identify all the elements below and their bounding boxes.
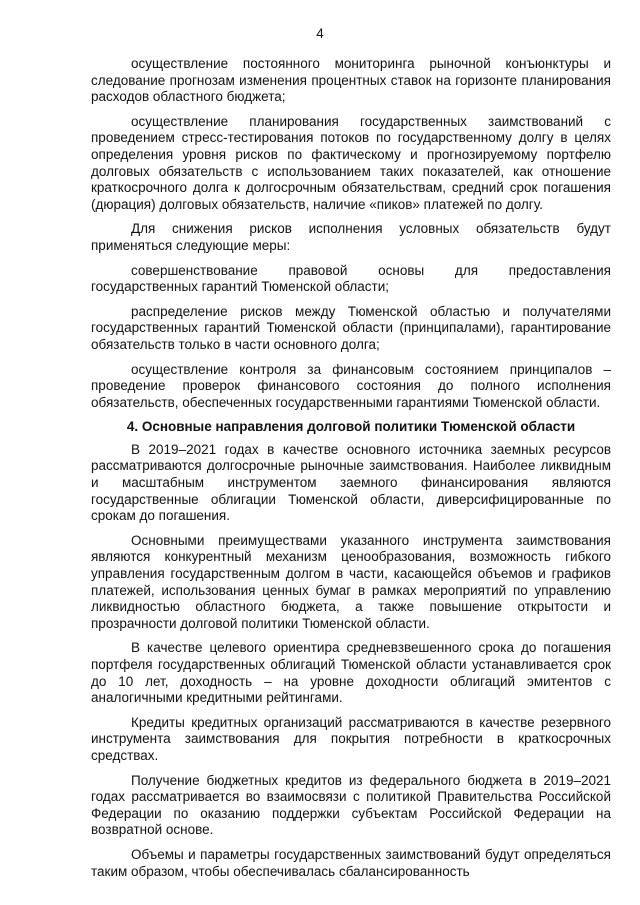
paragraph-borrowing-volumes: Объемы и параметры государственных заимствований будут определяться таким образом, чтобы обеспечивалась сбалансированность: [91, 846, 611, 879]
paragraph-target-maturity: В качестве целевого ориентира средневзвешенного срока до погашения портфеля государственных облигаций Тюменской области устанавливается срок до 10 лет, доходность – на уровне доходности облигаций эмитентов с аналогичными кредитными рейтингами.: [91, 640, 611, 706]
paragraph-market-monitoring: осуществление постоянного мониторинга рыночной конъюнктуры и следование прогнозам изменения процентных ставок на горизонте планирования расходов областного бюджета;: [91, 56, 611, 105]
page-number: 4: [316, 26, 324, 41]
paragraph-instrument-advantages: Основными преимуществами указанного инструмента заимствования являются конкурентный механизм ценообразования, возможность гибкого управления государственным долгом в части, касающейся объемов и графиков платежей, использования ценных бумаг в рамках мероприятий по управлению ликвидностью областного бюджета, а также повышение открытости и прозрачности долговой политики Тюменской области.: [91, 532, 611, 631]
paragraph-principal-control: осуществление контроля за финансовым состоянием принципалов – проведение проверок финансового состояния до полного исполнения обязательств, обеспеченных государственными гарантиями Тюменской области.: [91, 361, 611, 410]
paragraph-main-source: В 2019–2021 годах в качестве основного источника заемных ресурсов рассматриваются долгосрочные рыночные заимствования. Наиболее ликвидным и масштабным инструментом заемного финансирования являются государственные облигации Тюменской области, диверсифицированные по срокам до погашения.: [91, 441, 611, 524]
document-body: [91, 56, 611, 880]
paragraph-bank-credits: Кредиты кредитных организаций рассматриваются в качестве резервного инструмента заимствования для покрытия потребности в краткосрочных средствах.: [91, 714, 611, 763]
section-heading: 4. Основные направления долговой политики Тюменской области: [126, 419, 576, 435]
paragraph-federal-credits: Получение бюджетных кредитов из федерального бюджета в 2019–2021 годах рассматривается во взаимосвязи с политикой Правительства Российской Федерации по оказанию поддержки субъектам Российской Федерации на возвратной основе.: [91, 772, 611, 838]
paragraph-contingent-risks-intro: Для снижения рисков исполнения условных обязательств будут применяться следующие меры:: [91, 221, 611, 253]
paragraph-borrowing-planning: осуществление планирования государственных заимствований с проведением стресс-тестирования потоков по государственному долгу в целях определения уровня рисков по фактическому и прогнозируемому портфелю долговых обязательств с использованием таких показателей, как отношение краткосрочного долга к долгосрочным обязательствам, средний срок погашения (дюрация) долговых обязательств, наличие «пиков» платежей по долгу.: [91, 113, 611, 212]
paragraph-risk-distribution: распределение рисков между Тюменской областью и получателями государственных гарантий Тюменской области (принципалами), гарантирование обязательств только в части основного долга;: [91, 303, 611, 352]
paragraph-legal-basis: совершенствование правовой основы для предоставления государственных гарантий Тюменской области;: [91, 262, 611, 295]
